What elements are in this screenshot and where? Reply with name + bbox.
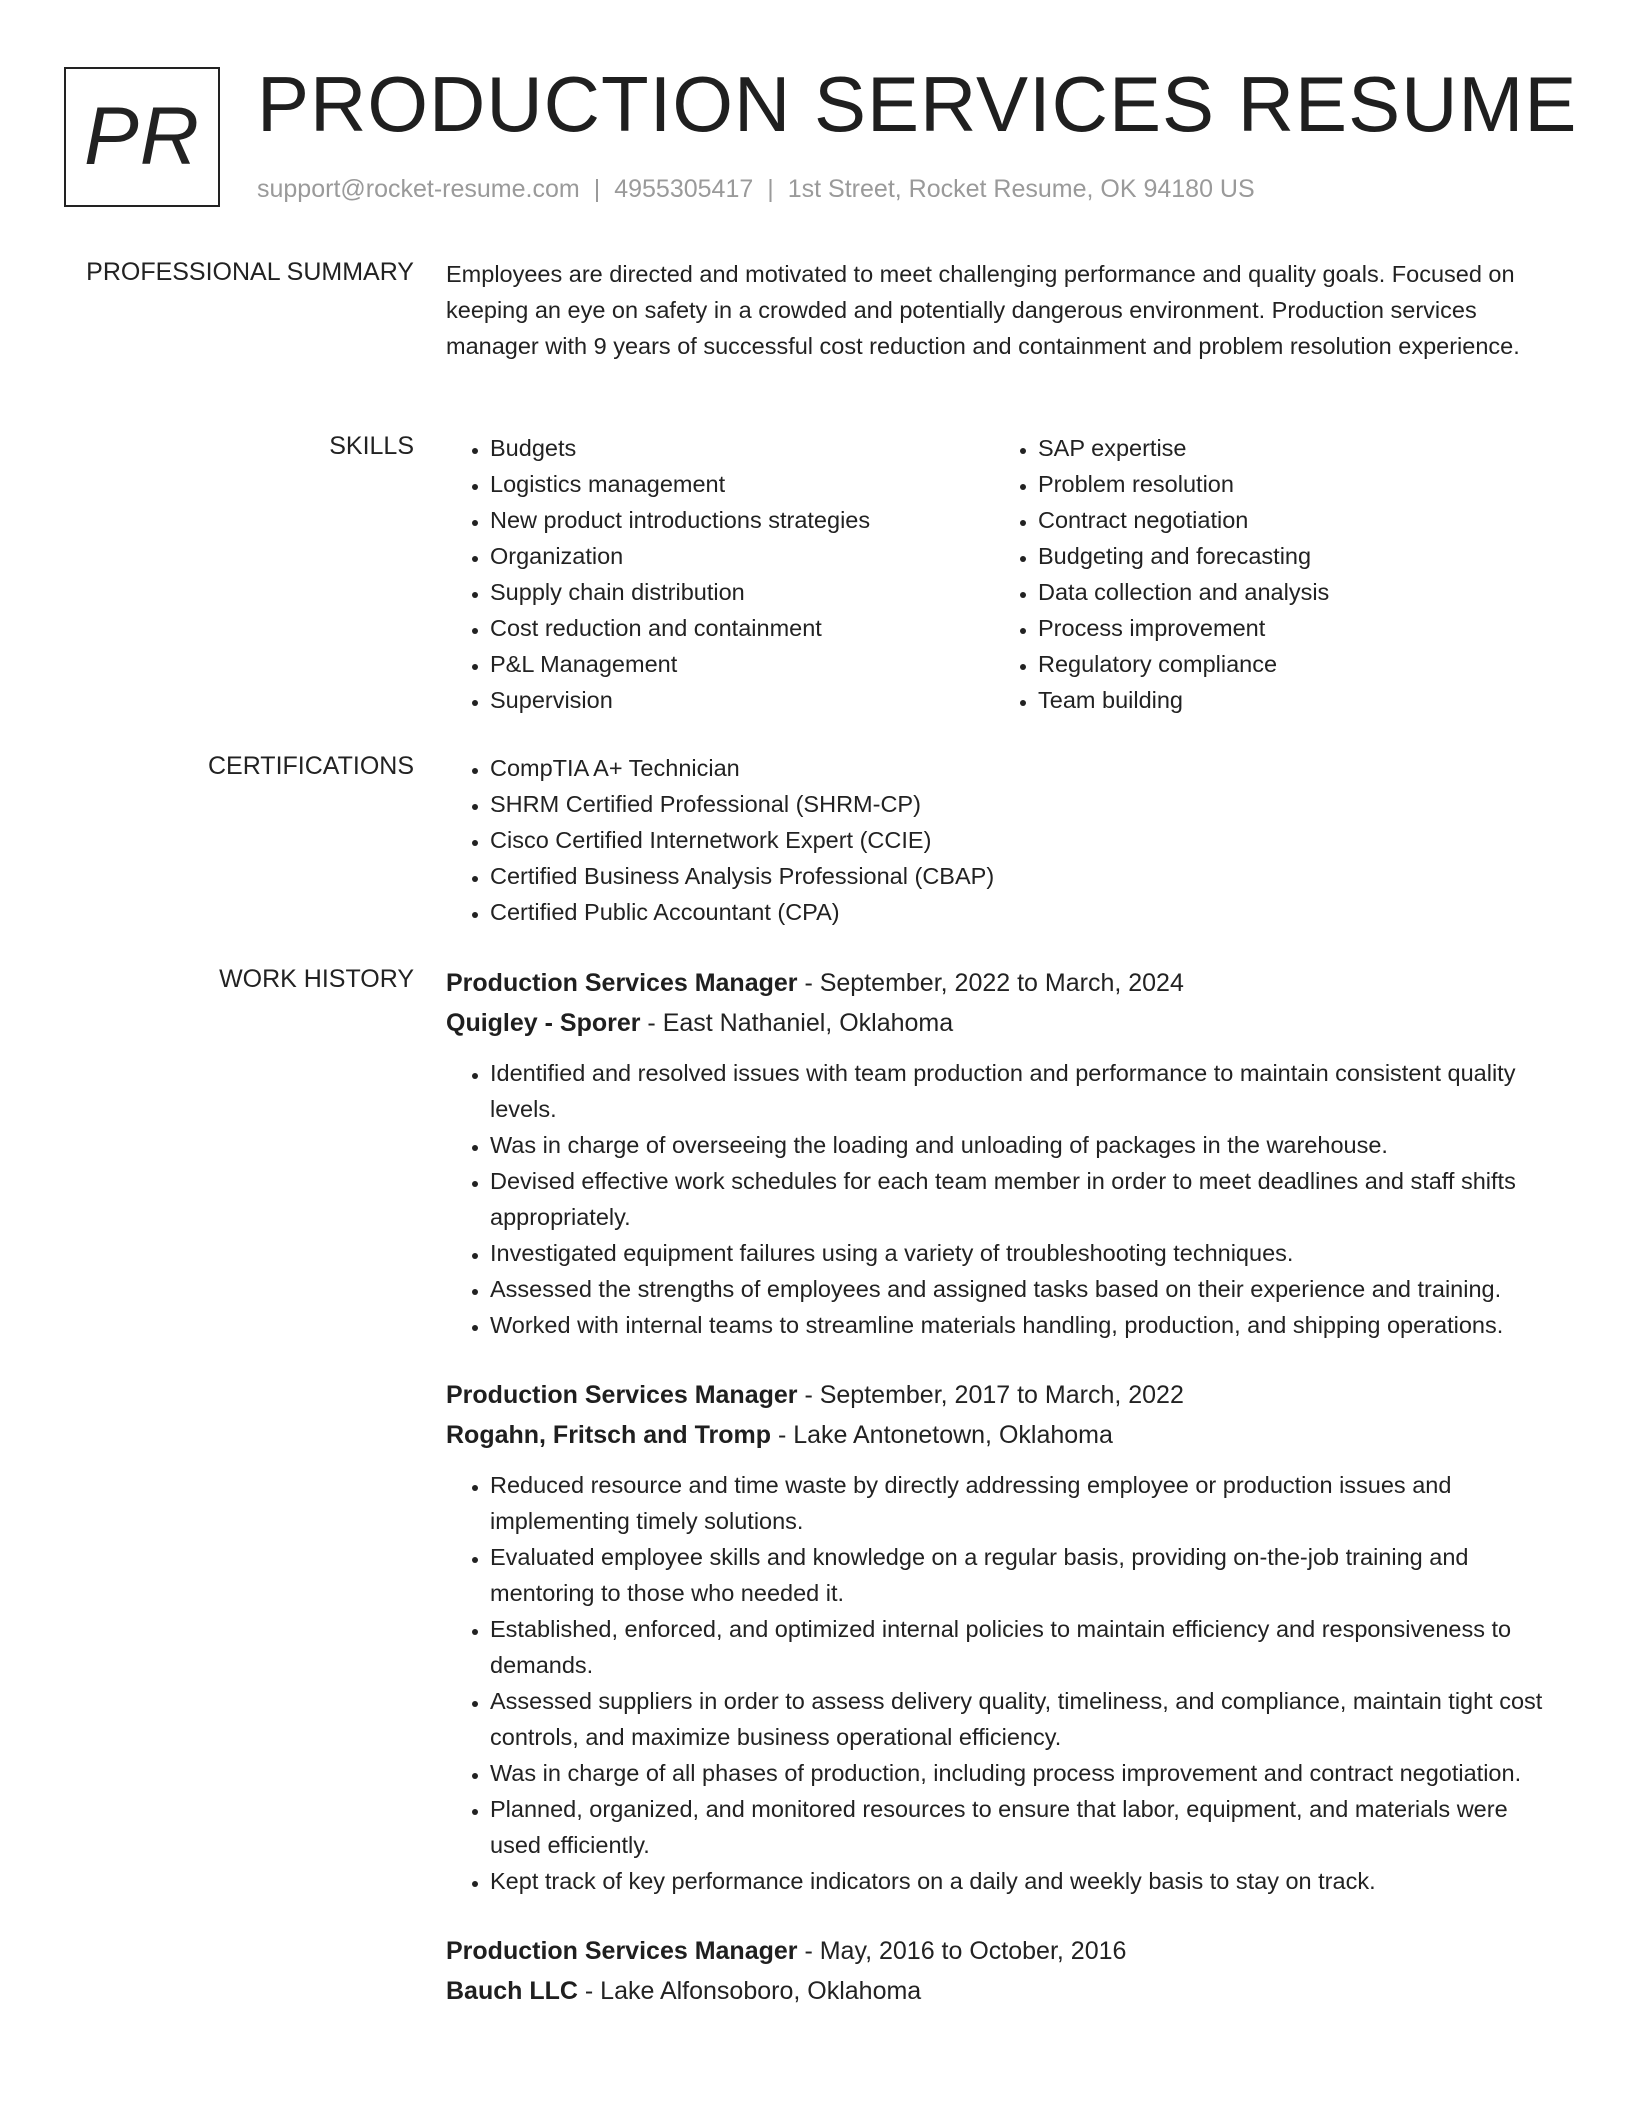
page-title: PRODUCTION SERVICES RESUME — [257, 60, 1578, 148]
job-location: - East Nathaniel, Oklahoma — [640, 1009, 954, 1037]
summary-text: Employees are directed and motivated to meet challenging performance and quality goals. Focused on keeping an eye on safety in a crowded and potentially dangerous environment. Production services manager with 9 years of successful cost reduction and containment and problem resolution experience. — [446, 261, 1520, 359]
job-duty-item: • Was in charge of all phases of production, including process improvement and contract negotiation. — [490, 1755, 1556, 1791]
job-duty-item: • Kept track of key performance indicators on a daily and weekly basis to stay on track. — [490, 1863, 1556, 1899]
skill-item: • Supply chain distribution — [490, 574, 994, 610]
certification-item: • Certified Public Accountant (CPA) — [490, 894, 1556, 930]
skill-item: • Organization — [490, 538, 994, 574]
job-duty-item: • Devised effective work schedules for each team member in order to meet deadlines and staff shifts appropriately. — [490, 1163, 1556, 1235]
job-company: Rogahn, Fritsch and Tromp — [446, 1421, 772, 1449]
job-duties-list — [446, 1055, 1556, 1343]
job-duty-item: • Reduced resource and time waste by directly addressing employee or production issues and implementing timely solutions. — [490, 1467, 1556, 1539]
job-duty-item: • Identified and resolved issues with team production and performance to maintain consistent quality levels. — [490, 1055, 1556, 1127]
job-duty-item: • Was in charge of overseeing the loading and unloading of packages in the warehouse. — [490, 1127, 1556, 1163]
skills-list-right — [994, 430, 1542, 718]
certification-item: • SHRM Certified Professional (SHRM-CP) — [490, 786, 1556, 822]
skills-list-left — [446, 430, 994, 718]
job-duty-item: • Planned, organized, and monitored resources to ensure that labor, equipment, and materials were used efficiently. — [490, 1791, 1556, 1863]
certifications-list — [446, 750, 1556, 930]
section-title-summary: PROFESSIONAL SUMMARY — [86, 258, 414, 286]
resume-header — [64, 60, 1578, 214]
job-dates: - September, 2017 to March, 2022 — [797, 1381, 1184, 1409]
job-role: Production Services Manager — [446, 969, 798, 997]
skill-item: • Process improvement — [1038, 610, 1542, 646]
job-role: Production Services Manager — [446, 1381, 798, 1409]
skills-column-right — [994, 430, 1542, 718]
job-duty-item: • Established, enforced, and optimized internal policies to maintain efficiency and responsiveness to demands. — [490, 1611, 1556, 1683]
section-title-certifications: CERTIFICATIONS — [207, 752, 414, 780]
job-duty-item: • Investigated equipment failures using a variety of troubleshooting techniques. — [490, 1235, 1556, 1271]
job-location: - Lake Antonetown, Oklahoma — [771, 1421, 1113, 1449]
job-duty-item: • Worked with internal teams to streamline materials handling, production, and shipping operations. — [490, 1307, 1556, 1343]
certification-item: • Cisco Certified Internetwork Expert (CCIE) — [490, 822, 1556, 858]
section-title-work-history: WORK HISTORY — [219, 965, 414, 993]
job-duty-item: • Assessed the strengths of employees and assigned tasks based on their experience and training. — [490, 1271, 1556, 1307]
skill-item: • New product introductions strategies — [490, 502, 994, 538]
job-dates: - May, 2016 to October, 2016 — [797, 1937, 1127, 1965]
work-history-body — [446, 963, 1556, 2043]
job-company: Quigley - Sporer — [446, 1009, 641, 1037]
monogram-logo: PR — [64, 67, 220, 207]
job-company: Bauch LLC — [446, 1977, 578, 2005]
skill-item: • P&L Management — [490, 646, 994, 682]
job-duty-item: • Evaluated employee skills and knowledge on a regular basis, providing on-the-job training and mentoring to those who needed it. — [490, 1539, 1556, 1611]
job-company-line — [446, 1415, 1556, 1455]
skills-column-left — [446, 430, 994, 718]
skills-columns — [446, 430, 1556, 718]
skills-body — [446, 430, 1556, 718]
section-title-skills: SKILLS — [329, 432, 414, 460]
job-duties-list — [446, 1467, 1556, 1899]
skill-item: • Budgets — [490, 430, 994, 466]
contact-separator: | — [767, 175, 774, 203]
skill-item: • Supervision — [490, 682, 994, 718]
contact-separator: | — [593, 175, 601, 203]
job-title-line — [446, 1375, 1556, 1415]
skill-item: • SAP expertise — [1038, 430, 1542, 466]
skill-item: • Logistics management — [490, 466, 994, 502]
job-role: Production Services Manager — [446, 1937, 798, 1965]
skill-item: • Contract negotiation — [1038, 502, 1542, 538]
job-company-line — [446, 1971, 1556, 2011]
job-title-line — [446, 1931, 1556, 1971]
certification-item: • Certified Business Analysis Professional (CBAP) — [490, 858, 1556, 894]
job-dates: - September, 2022 to March, 2024 — [797, 969, 1184, 997]
job-location: - Lake Alfonsoboro, Oklahoma — [577, 1977, 922, 2005]
job-company-line — [446, 1003, 1556, 1043]
skill-item: • Regulatory compliance — [1038, 646, 1542, 682]
skill-item: • Data collection and analysis — [1038, 574, 1542, 610]
summary-body — [446, 256, 1556, 364]
contact-phone: 4955305417 — [614, 175, 754, 203]
certification-item: • CompTIA A+ Technician — [490, 750, 1556, 786]
contact-address: 1st Street, Rocket Resume, OK 94180 US — [787, 175, 1255, 203]
job-duty-item: • Assessed suppliers in order to assess delivery quality, timeliness, and compliance, maintain tight cost controls, and maximize business operational efficiency. — [490, 1683, 1556, 1755]
job-entry — [446, 963, 1556, 1343]
job-title-line — [446, 963, 1556, 1003]
skill-item: • Problem resolution — [1038, 466, 1542, 502]
skill-item: • Cost reduction and containment — [490, 610, 994, 646]
skill-item: • Budgeting and forecasting — [1038, 538, 1542, 574]
certifications-body — [446, 750, 1556, 930]
job-entry — [446, 1931, 1556, 2011]
skill-item: • Team building — [1038, 682, 1542, 718]
contact-email: support@rocket-resume.com — [257, 175, 580, 203]
contact-line — [257, 174, 1255, 204]
job-entry — [446, 1375, 1556, 1899]
